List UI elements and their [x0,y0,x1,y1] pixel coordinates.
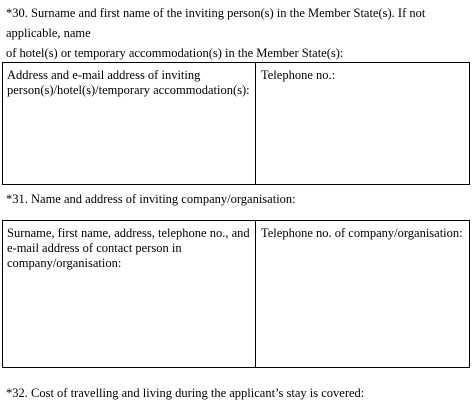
inviting-telephone-field[interactable]: Telephone no.: [261,68,336,82]
field-31-label: *31. Name and address of inviting company/organisation: [6,192,296,206]
box-31-divider [255,220,256,368]
box-30-divider [255,62,256,185]
box-30-right-border [469,62,470,185]
field-30-label: *30. Surname and first name of the inviting person(s) in the Member State(s). If not applicable, name of hotel(s) or temporary accommodation(s) in the Member State(s): [6,6,426,60]
company-telephone-field[interactable]: Telephone no. of company/organisation: [261,226,463,240]
box-31-left-border [2,220,3,368]
box-31-right-border [469,220,470,368]
inviting-address-email-field[interactable]: Address and e-mail address of inviting person(s)/hotel(s)/temporary accommodation(s): [7,68,250,97]
visa-form-section [2,0,470,410]
box-30-top-border [2,62,470,63]
box-31-bottom-border [2,367,470,368]
field-32-label: *32. Cost of travelling and living during the applicant’s stay is covered: [6,386,365,400]
contact-person-field[interactable]: Surname, first name, address, telephone no., and e-mail address of contact person in company/organisation: [7,226,250,270]
box-30-left-border [2,62,3,185]
box-31-top-border [2,220,470,221]
box-30-bottom-border [2,184,470,185]
